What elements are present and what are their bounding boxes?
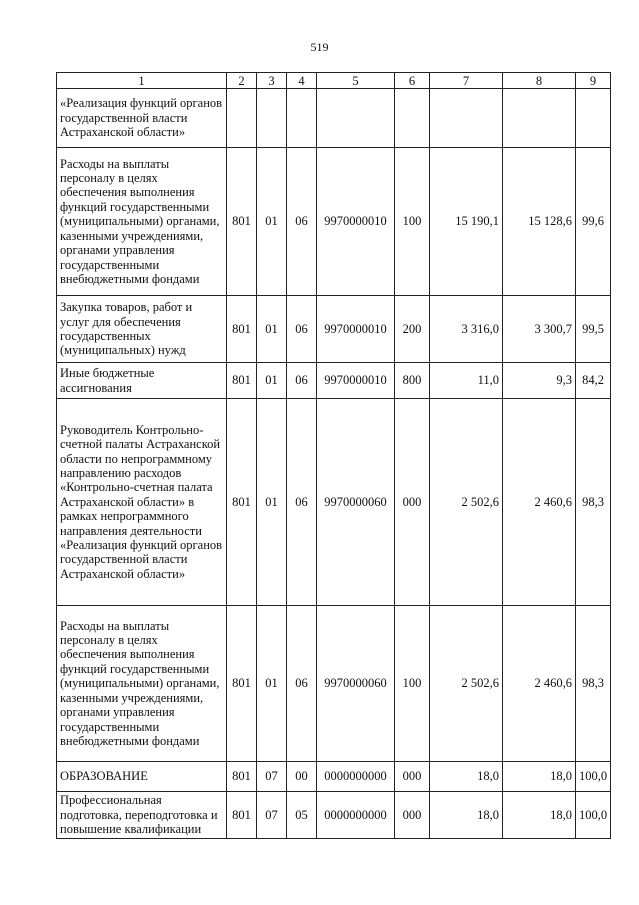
header-cell: 7 — [430, 73, 503, 89]
cell-executed — [503, 89, 576, 148]
cell-planned: 3 316,0 — [430, 296, 503, 363]
cell-percent — [576, 89, 611, 148]
row-description: Руководитель Контрольно-счетной палаты Астраханской области по непрограммному направлению расходов «Контрольно-счетная палата Астраханской области» в рамках непрограммного направления деятельности «Реализация функций органов государственной власти Астраханской области» — [57, 399, 227, 606]
cell-section: 01 — [257, 363, 287, 399]
cell-code: 801 — [227, 606, 257, 762]
cell-subsection: 00 — [287, 762, 317, 792]
cell-target: 0000000000 — [317, 762, 395, 792]
table-row — [57, 363, 611, 399]
cell-subsection: 06 — [287, 296, 317, 363]
cell-expense-type: 100 — [395, 148, 430, 296]
cell-planned: 2 502,6 — [430, 606, 503, 762]
table-row — [57, 148, 611, 296]
cell-code: 801 — [227, 399, 257, 606]
cell-target: 9970000010 — [317, 296, 395, 363]
cell-target — [317, 89, 395, 148]
row-description: Расходы на выплаты персоналу в целях обеспечения выполнения функций государственными (муниципальными) органами, казенными учреждениями, органами управления государственными внебюджетными фондами — [57, 606, 227, 762]
cell-section: 01 — [257, 606, 287, 762]
cell-expense-type — [395, 89, 430, 148]
table-row — [57, 762, 611, 792]
cell-subsection: 06 — [287, 606, 317, 762]
cell-subsection: 05 — [287, 792, 317, 839]
cell-section: 07 — [257, 762, 287, 792]
cell-expense-type: 000 — [395, 762, 430, 792]
cell-executed: 18,0 — [503, 792, 576, 839]
cell-percent: 84,2 — [576, 363, 611, 399]
row-description: «Реализация функций органов государственной власти Астраханской области» — [57, 89, 227, 148]
header-row — [57, 73, 611, 89]
row-description: Профессиональная подготовка, переподготовка и повышение квалификации — [57, 792, 227, 839]
cell-planned: 11,0 — [430, 363, 503, 399]
cell-percent: 99,6 — [576, 148, 611, 296]
table-row — [57, 296, 611, 363]
cell-code: 801 — [227, 296, 257, 363]
cell-section: 01 — [257, 148, 287, 296]
cell-target: 9970000010 — [317, 148, 395, 296]
cell-subsection: 06 — [287, 363, 317, 399]
cell-executed: 2 460,6 — [503, 399, 576, 606]
cell-expense-type: 000 — [395, 399, 430, 606]
cell-percent: 98,3 — [576, 606, 611, 762]
header-cell: 6 — [395, 73, 430, 89]
cell-target: 0000000000 — [317, 792, 395, 839]
cell-percent: 99,5 — [576, 296, 611, 363]
cell-expense-type: 000 — [395, 792, 430, 839]
cell-expense-type: 200 — [395, 296, 430, 363]
table-row — [57, 89, 611, 148]
row-description: Иные бюджетные ассигнования — [57, 363, 227, 399]
cell-executed: 2 460,6 — [503, 606, 576, 762]
page-number: 519 — [310, 40, 329, 54]
cell-section: 01 — [257, 296, 287, 363]
table-row — [57, 792, 611, 839]
cell-code: 801 — [227, 148, 257, 296]
cell-planned: 2 502,6 — [430, 399, 503, 606]
cell-planned: 18,0 — [430, 792, 503, 839]
header-cell: 1 — [57, 73, 227, 89]
cell-section: 01 — [257, 399, 287, 606]
table-row — [57, 606, 611, 762]
cell-expense-type: 100 — [395, 606, 430, 762]
cell-percent: 100,0 — [576, 762, 611, 792]
cell-executed: 3 300,7 — [503, 296, 576, 363]
cell-subsection — [287, 89, 317, 148]
cell-code: 801 — [227, 762, 257, 792]
row-description: Закупка товаров, работ и услуг для обеспечения государственных (муниципальных) нужд — [57, 296, 227, 363]
header-cell: 2 — [227, 73, 257, 89]
cell-code — [227, 89, 257, 148]
cell-subsection: 06 — [287, 399, 317, 606]
header-cell: 3 — [257, 73, 287, 89]
cell-target: 9970000010 — [317, 363, 395, 399]
header-cell: 4 — [287, 73, 317, 89]
cell-code: 801 — [227, 792, 257, 839]
cell-target: 9970000060 — [317, 606, 395, 762]
cell-section — [257, 89, 287, 148]
cell-target: 9970000060 — [317, 399, 395, 606]
row-description: Расходы на выплаты персоналу в целях обеспечения выполнения функций государственными (муниципальными) органами, казенными учреждениями, органами управления государственными внебюджетными фондами — [57, 148, 227, 296]
cell-executed: 18,0 — [503, 762, 576, 792]
cell-planned: 18,0 — [430, 762, 503, 792]
cell-percent: 100,0 — [576, 792, 611, 839]
header-cell: 9 — [576, 73, 611, 89]
budget-table — [56, 72, 611, 839]
cell-executed: 9,3 — [503, 363, 576, 399]
row-description: ОБРАЗОВАНИЕ — [57, 762, 227, 792]
header-cell: 5 — [317, 73, 395, 89]
header-cell: 8 — [503, 73, 576, 89]
cell-planned — [430, 89, 503, 148]
table-row — [57, 399, 611, 606]
cell-percent: 98,3 — [576, 399, 611, 606]
cell-expense-type: 800 — [395, 363, 430, 399]
cell-section: 07 — [257, 792, 287, 839]
cell-executed: 15 128,6 — [503, 148, 576, 296]
cell-code: 801 — [227, 363, 257, 399]
cell-subsection: 06 — [287, 148, 317, 296]
cell-planned: 15 190,1 — [430, 148, 503, 296]
